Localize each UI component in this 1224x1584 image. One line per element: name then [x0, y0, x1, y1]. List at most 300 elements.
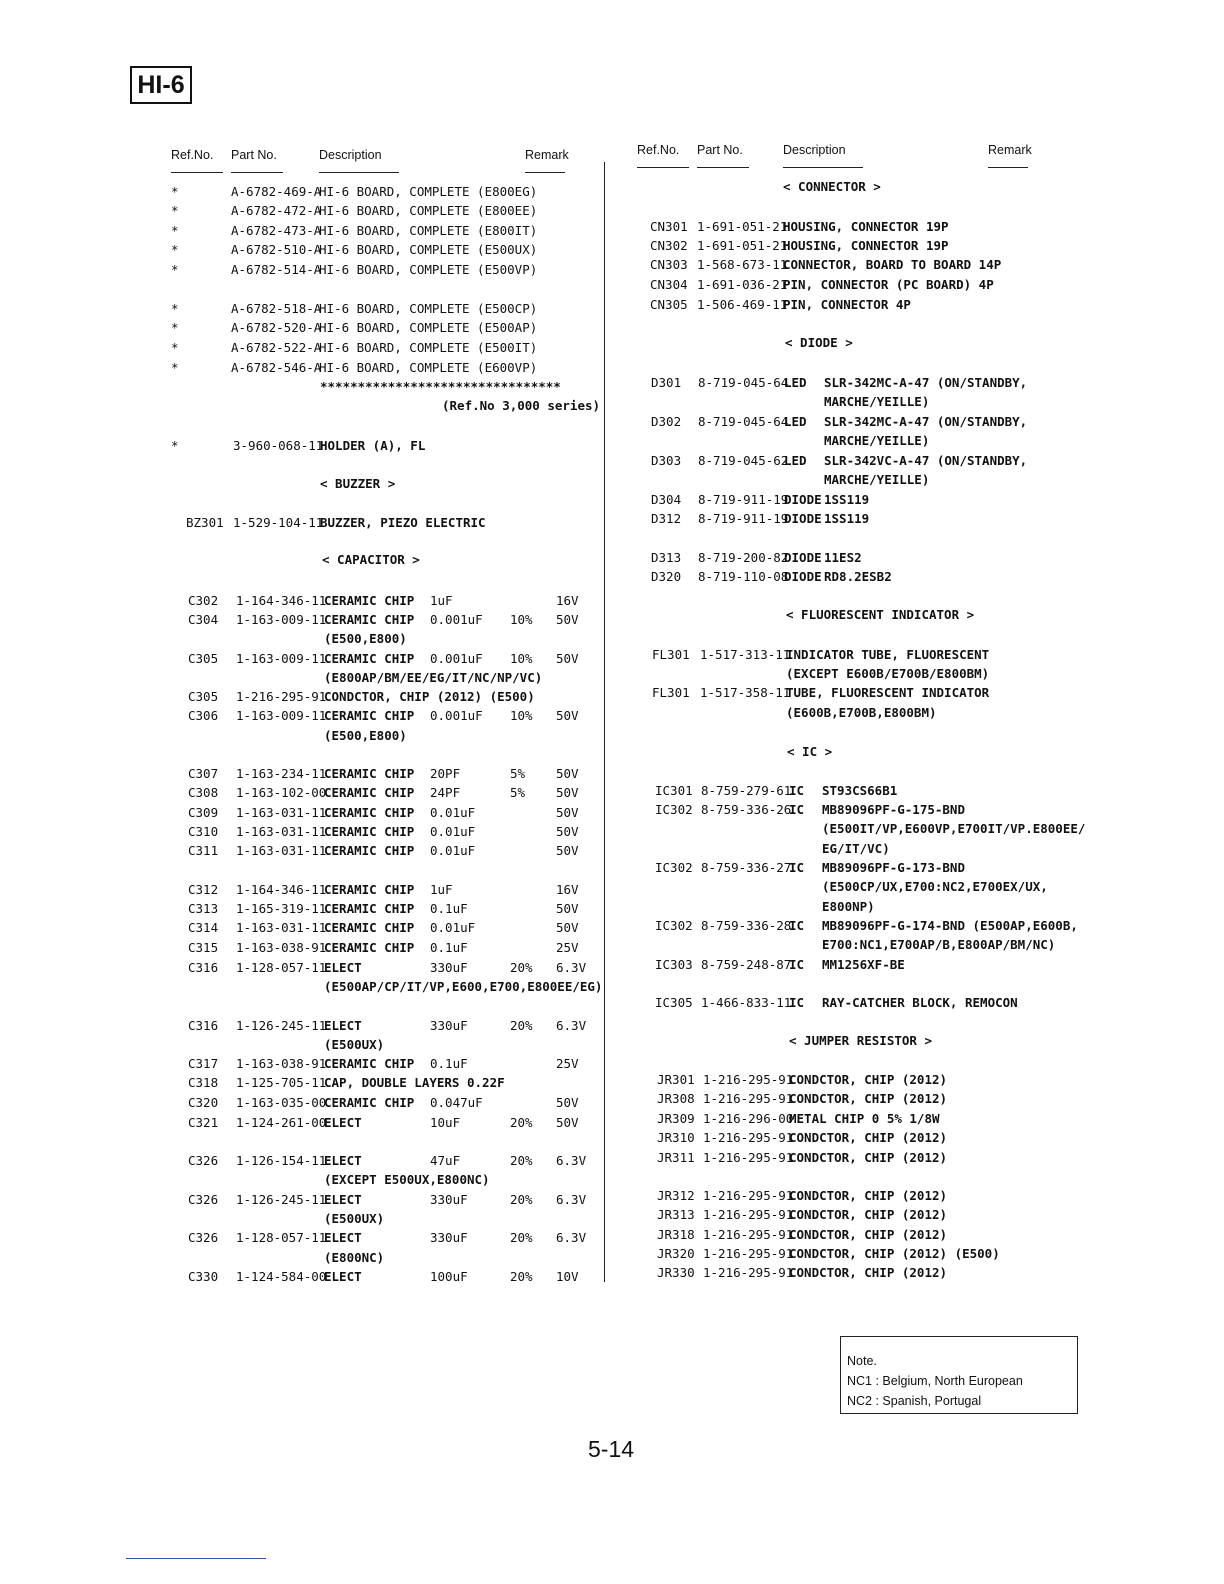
description: ELECT	[324, 960, 362, 975]
note-box	[840, 1336, 1078, 1414]
description: ELECT	[324, 1192, 362, 1207]
value: MB89096PF-G-174-BND (E500AP,E600B,	[822, 918, 1078, 933]
part-number: 8-719-200-82	[698, 550, 789, 565]
voltage: 6.3V	[556, 1153, 587, 1168]
part-number: A-6782-520-A	[231, 320, 322, 335]
voltage: 50V	[556, 824, 579, 839]
value: EG/IT/VC)	[822, 841, 890, 856]
part-number: 1-163-031-11	[236, 843, 327, 858]
description: (E500AP/CP/IT/VP,E600,E700,E800EE/EG)	[324, 979, 603, 994]
description: CERAMIC CHIP	[324, 940, 415, 955]
description: CERAMIC CHIP	[324, 612, 415, 627]
description: CERAMIC CHIP	[324, 593, 415, 608]
tolerance: 20%	[510, 1115, 533, 1130]
marker: *	[171, 203, 179, 218]
tolerance: 20%	[510, 1192, 533, 1207]
part-number: 1-163-031-11	[236, 805, 327, 820]
header-remark-left: Remark	[525, 148, 569, 162]
ref-number: JR313	[657, 1207, 695, 1222]
voltage: 25V	[556, 1056, 579, 1071]
section-title-connector: < CONNECTOR >	[783, 179, 881, 194]
description: HI-6 BOARD, COMPLETE (E800EG)	[319, 184, 538, 199]
description: ELECT	[324, 1153, 362, 1168]
ref-number: D303	[651, 453, 682, 468]
value: ST93CS66B1	[822, 783, 898, 798]
note-line: NC2 : Spanish, Portugal	[847, 1394, 982, 1408]
section-title-diode: < DIODE >	[785, 335, 853, 350]
ref-number: C302	[188, 593, 219, 608]
header-ref-right: Ref.No.	[637, 143, 680, 157]
ref-number: CN302	[650, 238, 688, 253]
part-number: 1-163-038-91	[236, 1056, 327, 1071]
section-badge: HI-6	[130, 66, 192, 104]
value: 330uF	[430, 960, 468, 975]
description: DIODE	[784, 569, 822, 584]
part-number: 8-719-911-19	[698, 492, 789, 507]
part-number: 1-216-295-91	[236, 689, 327, 704]
voltage: 50V	[556, 920, 579, 935]
header-ref-left: Ref.No.	[171, 148, 214, 162]
ref-number: C316	[188, 1018, 219, 1033]
part-number: 1-124-584-00	[236, 1269, 327, 1284]
part-number: 1-517-313-11	[700, 647, 791, 662]
tolerance: 10%	[510, 651, 533, 666]
part-number: 1-163-009-11	[236, 708, 327, 723]
value: 11ES2	[824, 550, 862, 565]
separator-stars: ********************************	[320, 379, 561, 394]
part-number: A-6782-473-A	[231, 223, 322, 238]
header-desc-right: Description	[783, 143, 846, 157]
marker: *	[171, 438, 179, 453]
part-number: 1-529-104-11	[233, 515, 324, 530]
part-number: 1-163-031-11	[236, 920, 327, 935]
description: ELECT	[324, 1269, 362, 1284]
tolerance: 20%	[510, 960, 533, 975]
description: CERAMIC CHIP	[324, 785, 415, 800]
section-title-ic: < IC >	[787, 744, 833, 759]
value: 330uF	[430, 1018, 468, 1033]
description: (EXCEPT E600B/E700B/E800BM)	[786, 666, 990, 681]
marker: *	[171, 301, 179, 316]
description: CONDCTOR, CHIP (2012) (E500)	[789, 1246, 1000, 1261]
note-line: NC1 : Belgium, North European	[847, 1374, 1023, 1388]
description: DIODE	[784, 550, 822, 565]
part-number: 1-216-295-91	[703, 1072, 794, 1087]
description: (E500,E800)	[324, 728, 407, 743]
part-number: 1-163-038-91	[236, 940, 327, 955]
part-number: 1-165-319-11	[236, 901, 327, 916]
value: RD8.2ESB2	[824, 569, 892, 584]
voltage: 50V	[556, 843, 579, 858]
value: 1uF	[430, 593, 453, 608]
description: CERAMIC CHIP	[324, 882, 415, 897]
section-title-fluorescent: < FLUORESCENT INDICATOR >	[786, 607, 975, 622]
description: HI-6 BOARD, COMPLETE (E500UX)	[319, 242, 538, 257]
part-number: A-6782-546-A	[231, 360, 322, 375]
part-number: 8-719-110-08	[698, 569, 789, 584]
header-part-right: Part No.	[697, 143, 743, 157]
ref-number: C317	[188, 1056, 219, 1071]
value: 330uF	[430, 1230, 468, 1245]
ref-number: C308	[188, 785, 219, 800]
description: HOUSING, CONNECTOR 19P	[783, 238, 949, 253]
voltage: 6.3V	[556, 1018, 587, 1033]
value: E700:NC1,E700AP/B,E800AP/BM/NC)	[822, 937, 1056, 952]
part-number: A-6782-514-A	[231, 262, 322, 277]
part-number: 8-759-336-26	[701, 802, 792, 817]
ref-number: C330	[188, 1269, 219, 1284]
value: (E500CP/UX,E700:NC2,E700EX/UX,	[822, 879, 1048, 894]
description: CONDCTOR, CHIP (2012)	[789, 1227, 948, 1242]
value: 0.001uF	[430, 708, 483, 723]
description: (EXCEPT E500UX,E800NC)	[324, 1172, 490, 1187]
description: HOLDER (A), FL	[320, 438, 426, 453]
voltage: 50V	[556, 766, 579, 781]
value: SLR-342MC-A-47 (ON/STANDBY,	[824, 414, 1028, 429]
value: 24PF	[430, 785, 461, 800]
ref-number: C320	[188, 1095, 219, 1110]
ref-number: C310	[188, 824, 219, 839]
ref-number: CN305	[650, 297, 688, 312]
part-number: 1-216-295-91	[703, 1188, 794, 1203]
description: METAL CHIP 0 5% 1/8W	[789, 1111, 940, 1126]
description: HI-6 BOARD, COMPLETE (E500AP)	[319, 320, 538, 335]
marker: *	[171, 360, 179, 375]
description: LED	[784, 453, 807, 468]
description: TUBE, FLUORESCENT INDICATOR	[786, 685, 990, 700]
ref-number: D301	[651, 375, 682, 390]
part-number: 3-960-068-11	[233, 438, 324, 453]
part-number: 1-517-358-11	[700, 685, 791, 700]
ref-number: JR312	[657, 1188, 695, 1203]
description: HOUSING, CONNECTOR 19P	[783, 219, 949, 234]
ref-number: C311	[188, 843, 219, 858]
marker: *	[171, 242, 179, 257]
value: MM1256XF-BE	[822, 957, 905, 972]
part-number: 1-163-102-00	[236, 785, 327, 800]
ref-number: CN303	[650, 257, 688, 272]
part-number: 8-759-279-61	[701, 783, 792, 798]
value: RAY-CATCHER BLOCK, REMOCON	[822, 995, 1018, 1010]
ref-number: C316	[188, 960, 219, 975]
ref-number: FL301	[652, 685, 690, 700]
part-number: 8-719-045-62	[698, 453, 789, 468]
series-note: (Ref.No 3,000 series)	[442, 398, 601, 413]
description: (E500UX)	[324, 1037, 385, 1052]
ref-number: JR308	[657, 1091, 695, 1106]
ref-number: D313	[651, 550, 682, 565]
ref-number: IC302	[655, 918, 693, 933]
description: CERAMIC CHIP	[324, 901, 415, 916]
section-title-buzzer: < BUZZER >	[320, 476, 396, 491]
ref-number: C306	[188, 708, 219, 723]
description: PIN, CONNECTOR 4P	[783, 297, 911, 312]
part-number: 8-719-911-19	[698, 511, 789, 526]
ref-number: CN301	[650, 219, 688, 234]
ref-number: JR301	[657, 1072, 695, 1087]
tolerance: 20%	[510, 1018, 533, 1033]
part-number: 1-216-296-00	[703, 1111, 794, 1126]
ref-number: JR320	[657, 1246, 695, 1261]
value: 1SS119	[824, 511, 870, 526]
description: DIODE	[784, 492, 822, 507]
value: 10uF	[430, 1115, 461, 1130]
description: IC	[789, 918, 805, 933]
ref-number: D302	[651, 414, 682, 429]
description: CONNECTOR, BOARD TO BOARD 14P	[783, 257, 1002, 272]
ref-number: C315	[188, 940, 219, 955]
voltage: 50V	[556, 805, 579, 820]
ref-number: FL301	[652, 647, 690, 662]
part-number: 1-126-245-11	[236, 1192, 327, 1207]
value: E800NP)	[822, 899, 875, 914]
value: MARCHE/YEILLE)	[824, 472, 930, 487]
part-number: A-6782-469-A	[231, 184, 322, 199]
part-number: 1-568-673-11	[697, 257, 788, 272]
marker: *	[171, 223, 179, 238]
ref-number: D320	[651, 569, 682, 584]
ref-number: BZ301	[186, 515, 224, 530]
description: ELECT	[324, 1115, 362, 1130]
value: MARCHE/YEILLE)	[824, 394, 930, 409]
tolerance: 5%	[510, 766, 526, 781]
description: (E500UX)	[324, 1211, 385, 1226]
ref-number: JR330	[657, 1265, 695, 1280]
tolerance: 20%	[510, 1153, 533, 1168]
part-number: 1-163-009-11	[236, 612, 327, 627]
voltage: 10V	[556, 1269, 579, 1284]
description: (E800AP/BM/EE/EG/IT/NC/NP/VC)	[324, 670, 543, 685]
description: CERAMIC CHIP	[324, 805, 415, 820]
description: IC	[789, 802, 805, 817]
part-number: 1-124-261-00	[236, 1115, 327, 1130]
description: DIODE	[784, 511, 822, 526]
description: CONDCTOR, CHIP (2012)	[789, 1265, 948, 1280]
value: 0.047uF	[430, 1095, 483, 1110]
part-number: 1-128-057-11	[236, 960, 327, 975]
part-number: 1-216-295-91	[703, 1207, 794, 1222]
part-number: 1-506-469-11	[697, 297, 788, 312]
value: (E500IT/VP,E600VP,E700IT/VP.E800EE/	[822, 821, 1086, 836]
voltage: 6.3V	[556, 1230, 587, 1245]
voltage: 50V	[556, 1095, 579, 1110]
description: CERAMIC CHIP	[324, 708, 415, 723]
ref-number: C314	[188, 920, 219, 935]
part-number: 1-216-295-91	[703, 1265, 794, 1280]
value: 1uF	[430, 882, 453, 897]
description: HI-6 BOARD, COMPLETE (E800IT)	[319, 223, 538, 238]
marker: *	[171, 340, 179, 355]
description: HI-6 BOARD, COMPLETE (E800EE)	[319, 203, 538, 218]
voltage: 6.3V	[556, 1192, 587, 1207]
part-number: 8-719-045-64	[698, 414, 789, 429]
tolerance: 5%	[510, 785, 526, 800]
part-number: 1-163-234-11	[236, 766, 327, 781]
value: 1SS119	[824, 492, 870, 507]
part-number: 8-759-336-28	[701, 918, 792, 933]
ref-number: C326	[188, 1230, 219, 1245]
ref-number: JR309	[657, 1111, 695, 1126]
ref-number: C313	[188, 901, 219, 916]
description: CERAMIC CHIP	[324, 1056, 415, 1071]
value: 330uF	[430, 1192, 468, 1207]
description: IC	[789, 957, 805, 972]
part-number: 1-163-031-11	[236, 824, 327, 839]
value: 0.01uF	[430, 805, 476, 820]
header-desc-left: Description	[319, 148, 382, 162]
value: 47uF	[430, 1153, 461, 1168]
description: CONDCTOR, CHIP (2012)	[789, 1150, 948, 1165]
voltage: 16V	[556, 882, 579, 897]
ref-number: JR310	[657, 1130, 695, 1145]
description: LED	[784, 414, 807, 429]
part-number: A-6782-518-A	[231, 301, 322, 316]
part-number: 1-164-346-11	[236, 593, 327, 608]
description: HI-6 BOARD, COMPLETE (E500IT)	[319, 340, 538, 355]
ref-number: D312	[651, 511, 682, 526]
description: IC	[789, 783, 805, 798]
description: CERAMIC CHIP	[324, 843, 415, 858]
part-number: 1-691-051-21	[697, 238, 788, 253]
ref-number: IC302	[655, 860, 693, 875]
ref-number: C305	[188, 689, 219, 704]
part-number: A-6782-472-A	[231, 203, 322, 218]
part-number: 1-216-295-91	[703, 1150, 794, 1165]
value: 100uF	[430, 1269, 468, 1284]
description: (E500,E800)	[324, 631, 407, 646]
value: 0.001uF	[430, 612, 483, 627]
value: MB89096PF-G-173-BND	[822, 860, 965, 875]
description: CAP, DOUBLE LAYERS 0.22F	[324, 1075, 505, 1090]
value: 0.01uF	[430, 920, 476, 935]
value: 0.1uF	[430, 940, 468, 955]
voltage: 6.3V	[556, 960, 587, 975]
part-number: 1-466-833-11	[701, 995, 792, 1010]
value: SLR-342VC-A-47 (ON/STANDBY,	[824, 453, 1028, 468]
ref-number: C305	[188, 651, 219, 666]
voltage: 50V	[556, 708, 579, 723]
part-number: 1-128-057-11	[236, 1230, 327, 1245]
ref-number: JR318	[657, 1227, 695, 1242]
description: (E600B,E700B,E800BM)	[786, 705, 937, 720]
part-number: 1-125-705-11	[236, 1075, 327, 1090]
ref-number: C326	[188, 1153, 219, 1168]
value: MARCHE/YEILLE)	[824, 433, 930, 448]
section-title-jumper: < JUMPER RESISTOR >	[789, 1033, 932, 1048]
marker: *	[171, 320, 179, 335]
part-number: 1-216-295-91	[703, 1091, 794, 1106]
header-remark-right: Remark	[988, 143, 1032, 157]
part-number: 1-691-036-21	[697, 277, 788, 292]
part-number: 1-164-346-11	[236, 882, 327, 897]
tolerance: 10%	[510, 708, 533, 723]
section-title-capacitor: < CAPACITOR >	[322, 552, 420, 567]
part-number: 1-163-009-11	[236, 651, 327, 666]
part-number: 8-759-248-87	[701, 957, 792, 972]
ref-number: D304	[651, 492, 682, 507]
ref-number: IC301	[655, 783, 693, 798]
header-part-left: Part No.	[231, 148, 277, 162]
description: CERAMIC CHIP	[324, 920, 415, 935]
ref-number: IC303	[655, 957, 693, 972]
tolerance: 20%	[510, 1269, 533, 1284]
bottom-rule	[126, 1558, 266, 1559]
description: LED	[784, 375, 807, 390]
description: CERAMIC CHIP	[324, 824, 415, 839]
value: 0.01uF	[430, 824, 476, 839]
tolerance: 20%	[510, 1230, 533, 1245]
description: CONDCTOR, CHIP (2012)	[789, 1091, 948, 1106]
voltage: 50V	[556, 651, 579, 666]
description: CERAMIC CHIP	[324, 1095, 415, 1110]
part-number: 1-126-245-11	[236, 1018, 327, 1033]
page-number: 5-14	[588, 1436, 635, 1462]
note-title: Note.	[847, 1354, 877, 1368]
value: 0.001uF	[430, 651, 483, 666]
part-number: 1-163-035-00	[236, 1095, 327, 1110]
value: 0.1uF	[430, 901, 468, 916]
description: ELECT	[324, 1230, 362, 1245]
voltage: 25V	[556, 940, 579, 955]
description: CERAMIC CHIP	[324, 766, 415, 781]
part-number: A-6782-522-A	[231, 340, 322, 355]
description: INDICATOR TUBE, FLUORESCENT	[786, 647, 990, 662]
description: CONDCTOR, CHIP (2012) (E500)	[324, 689, 535, 704]
ref-number: C318	[188, 1075, 219, 1090]
part-number: 1-216-295-91	[703, 1130, 794, 1145]
description: HI-6 BOARD, COMPLETE (E500VP)	[319, 262, 538, 277]
part-number: 1-216-295-91	[703, 1227, 794, 1242]
part-number: A-6782-510-A	[231, 242, 322, 257]
description: (E800NC)	[324, 1250, 385, 1265]
part-number: 1-691-051-21	[697, 219, 788, 234]
ref-number: C321	[188, 1115, 219, 1130]
value: SLR-342MC-A-47 (ON/STANDBY,	[824, 375, 1028, 390]
description: ELECT	[324, 1018, 362, 1033]
tolerance: 10%	[510, 612, 533, 627]
voltage: 50V	[556, 901, 579, 916]
ref-number: C307	[188, 766, 219, 781]
value: 20PF	[430, 766, 461, 781]
description: IC	[789, 995, 805, 1010]
value: 0.1uF	[430, 1056, 468, 1071]
description: CONDCTOR, CHIP (2012)	[789, 1072, 948, 1087]
part-number: 8-719-045-64	[698, 375, 789, 390]
ref-number: IC305	[655, 995, 693, 1010]
value: 0.01uF	[430, 843, 476, 858]
marker: *	[171, 262, 179, 277]
voltage: 50V	[556, 612, 579, 627]
ref-number: CN304	[650, 277, 688, 292]
ref-number: C312	[188, 882, 219, 897]
description: CONDCTOR, CHIP (2012)	[789, 1207, 948, 1222]
voltage: 50V	[556, 785, 579, 800]
description: CONDCTOR, CHIP (2012)	[789, 1130, 948, 1145]
description: HI-6 BOARD, COMPLETE (E600VP)	[319, 360, 538, 375]
description: IC	[789, 860, 805, 875]
part-number: 1-126-154-11	[236, 1153, 327, 1168]
description: PIN, CONNECTOR (PC BOARD) 4P	[783, 277, 994, 292]
part-number: 1-216-295-91	[703, 1246, 794, 1261]
description: BUZZER, PIEZO ELECTRIC	[320, 515, 486, 530]
value: MB89096PF-G-175-BND	[822, 802, 965, 817]
ref-number: C326	[188, 1192, 219, 1207]
part-number: 8-759-336-27	[701, 860, 792, 875]
voltage: 50V	[556, 1115, 579, 1130]
description: CONDCTOR, CHIP (2012)	[789, 1188, 948, 1203]
ref-number: JR311	[657, 1150, 695, 1165]
description: HI-6 BOARD, COMPLETE (E500CP)	[319, 301, 538, 316]
